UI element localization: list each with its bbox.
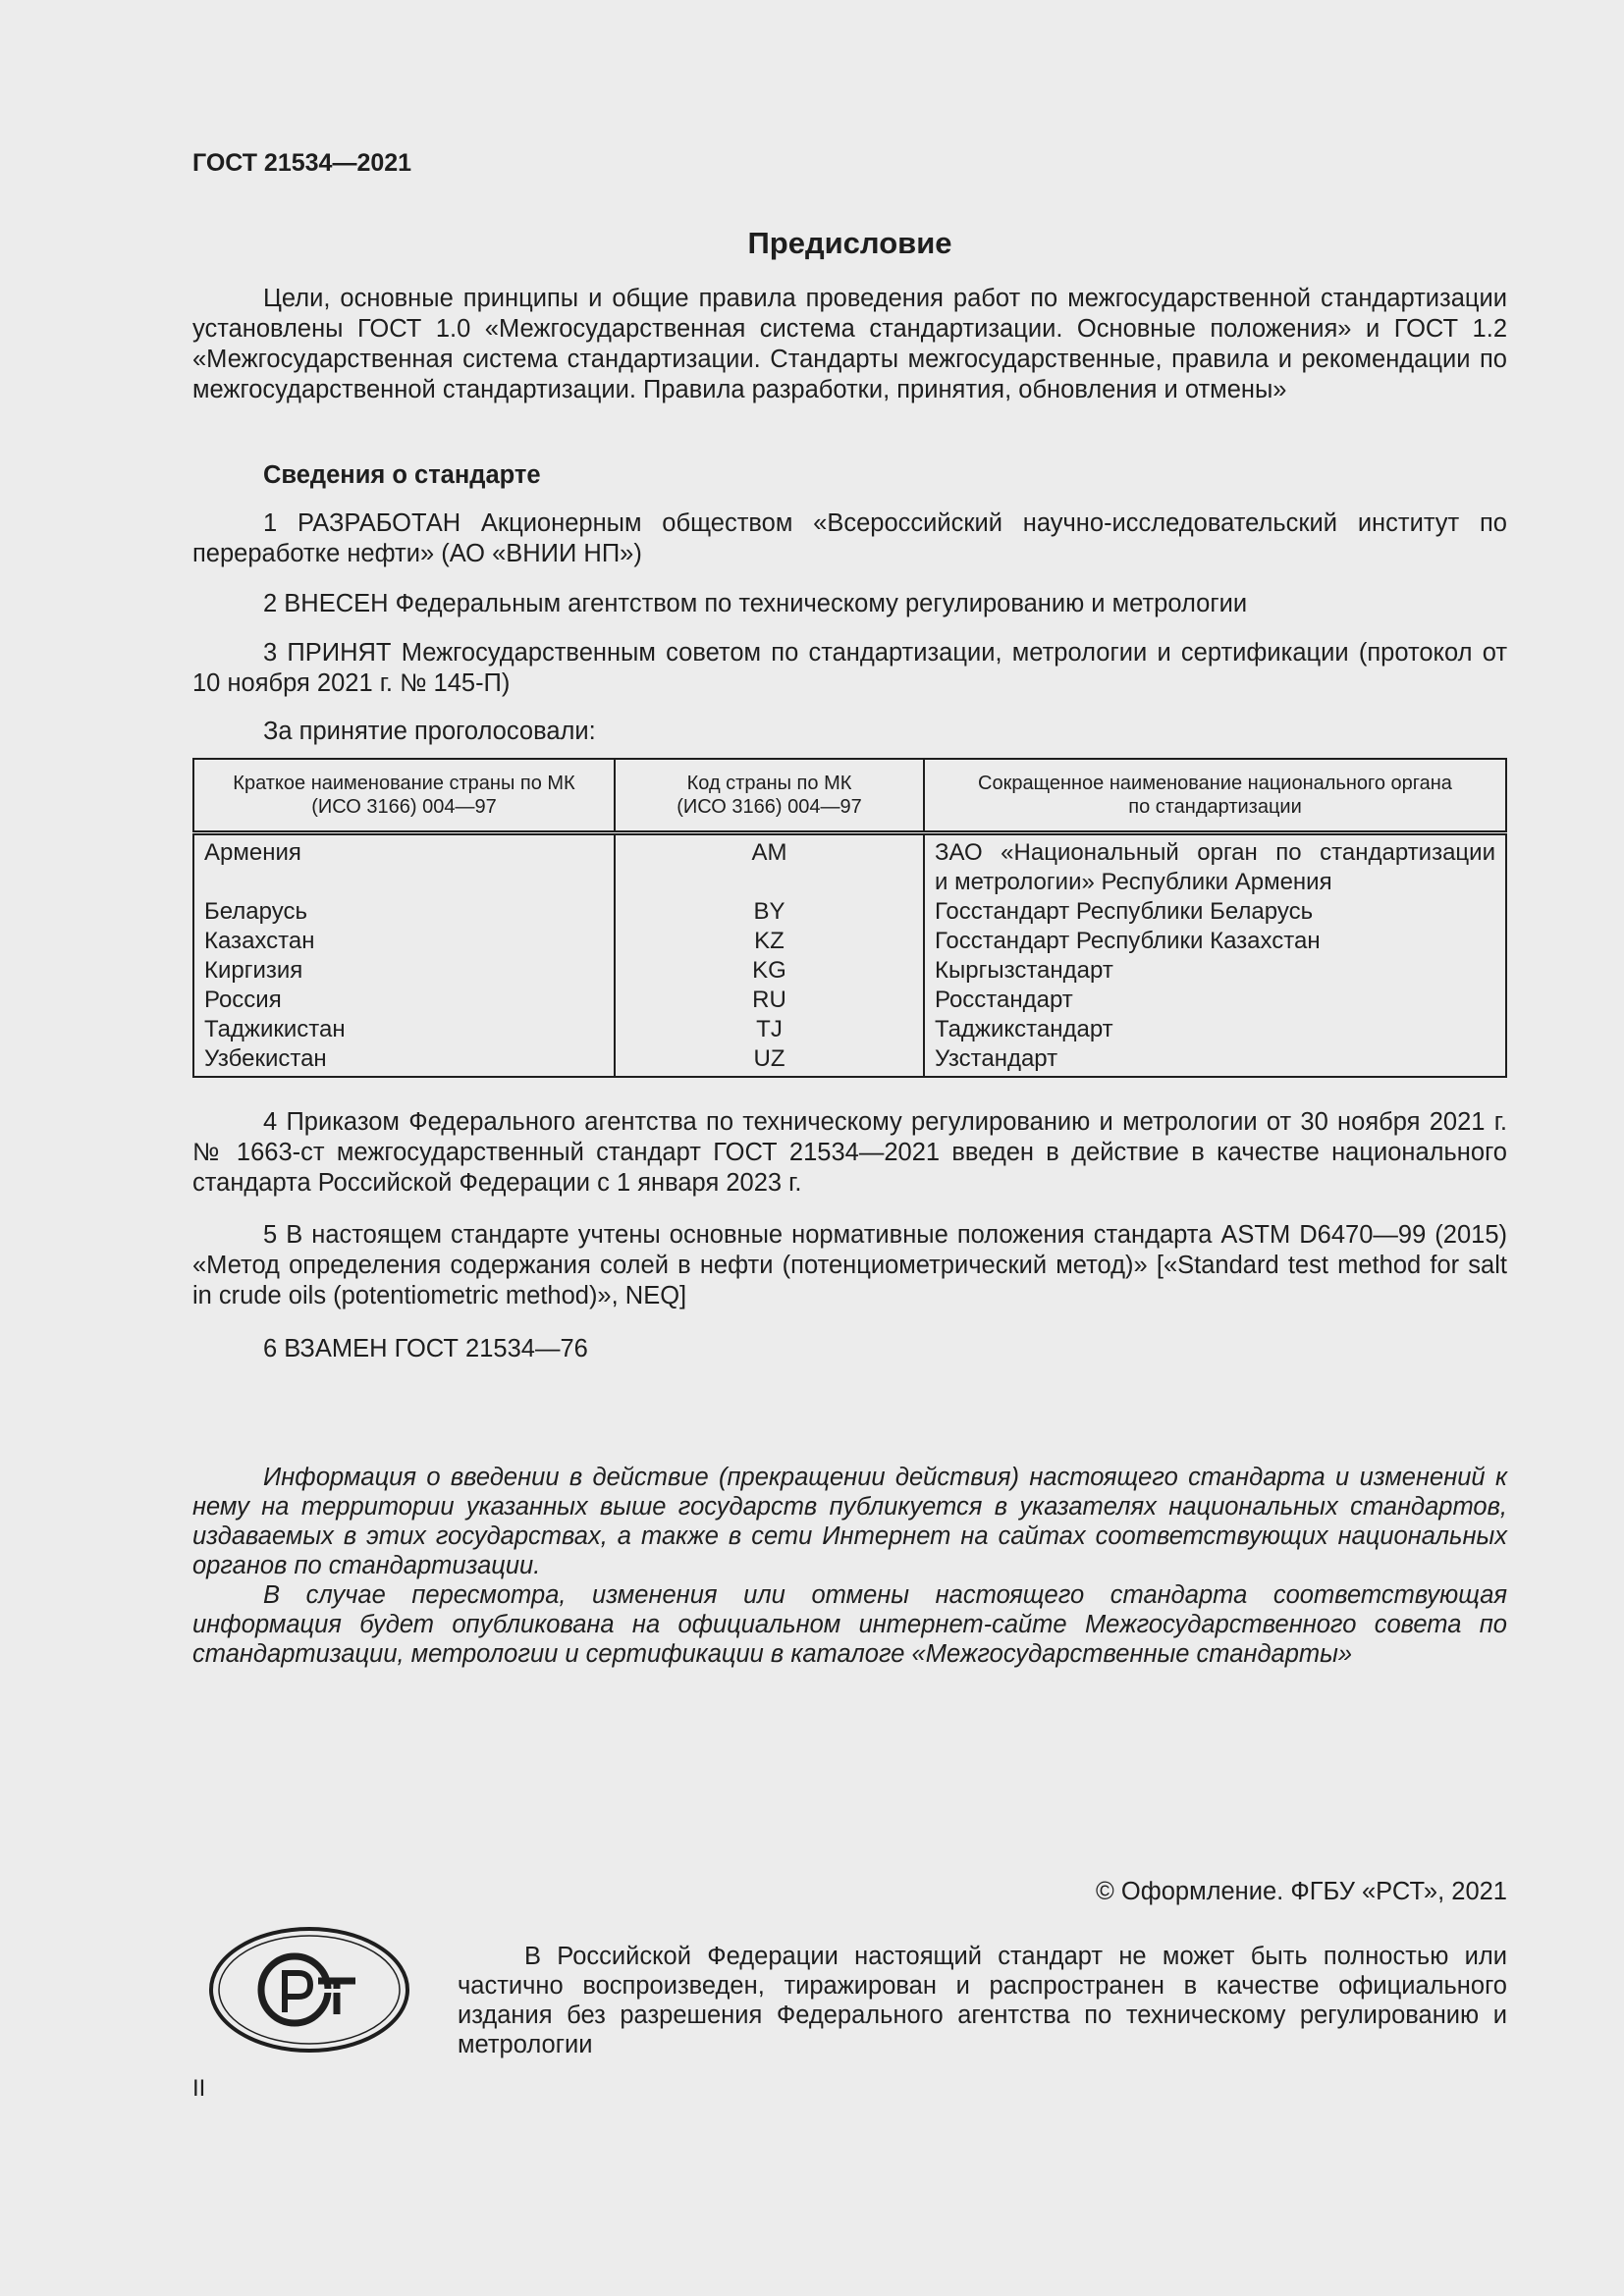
item-astm-text: 5 В настоящем стандарте учтены основные нормативные положения стандарта ASTM D6470—99 (2015) «Метод определения содержания солей в нефти (потенциометрический метод)» [«Standard test method for salt in crude oils (potentiometric method)», NEQ] bbox=[192, 1221, 1507, 1309]
info-note-1 bbox=[192, 1463, 1507, 1580]
info-note-2-text: В случае пересмотра, изменения или отмены настоящего стандарта соответствующая информация будет опубликована на официальном интернет-сайте Межгосударственного совета по стандартизации, метрологии и сертификации в каталоге «Межгосударственные стандарты» bbox=[192, 1581, 1507, 1668]
cell-country: Таджикистан bbox=[193, 1015, 615, 1044]
rf-notice bbox=[458, 1942, 1507, 2059]
cell-organ: Таджикстандарт bbox=[924, 1015, 1506, 1044]
cell-country: Россия bbox=[193, 986, 615, 1015]
header-code: Код страны по МК (ИСО 3166) 004—97 bbox=[615, 759, 924, 833]
intro-paragraph bbox=[192, 284, 1507, 405]
copyright: © Оформление. ФГБУ «РСТ», 2021 bbox=[1096, 1878, 1507, 1905]
item-developed bbox=[192, 508, 1507, 569]
table-row bbox=[193, 897, 1506, 927]
info-note-2 bbox=[192, 1580, 1507, 1669]
item-voted: За принятие проголосовали: bbox=[263, 718, 596, 745]
item-developed-text: 1 РАЗРАБОТАН Акционерным обществом «Всероссийский научно-исследовательский институт по переработке нефти» (АО «ВНИИ НП») bbox=[192, 509, 1507, 567]
page-number: II bbox=[192, 2075, 206, 2102]
cell-code: BY bbox=[615, 897, 924, 927]
cell-organ: Госстандарт Республики Казахстан bbox=[924, 927, 1506, 956]
table-row bbox=[193, 927, 1506, 956]
header-country: Краткое наименование страны по МК (ИСО 3166) 004—97 bbox=[193, 759, 615, 833]
cell-country: Узбекистан bbox=[193, 1044, 615, 1077]
cell-code: AM bbox=[615, 833, 924, 898]
table-row bbox=[193, 986, 1506, 1015]
cell-code: UZ bbox=[615, 1044, 924, 1077]
page-title: Предисловие bbox=[747, 226, 952, 260]
cell-country: Киргизия bbox=[193, 956, 615, 986]
document-id: ГОСТ 21534—2021 bbox=[192, 149, 412, 177]
cell-organ: Узстандарт bbox=[924, 1044, 1506, 1077]
info-note-1-text: Информация о введении в действие (прекращении действия) настоящего стандарта и изменений к нему на территории указанных выше государств публикуется в указателях национальных стандартов, издаваемых в этих государствах, а также в сети Интернет на сайтах соответствующих национальных органов по стандартизации. bbox=[192, 1464, 1507, 1579]
item-astm bbox=[192, 1220, 1507, 1311]
cell-organ: Кыргызстандарт bbox=[924, 956, 1506, 986]
item-adopted bbox=[192, 638, 1507, 699]
rf-notice-text: В Российской Федерации настоящий стандарт не может быть полностью или частично воспроизведен, тиражирован и распространен в качестве официального издания без разрешения Федерального агентства по техническому регулированию и метрологии bbox=[458, 1943, 1507, 2058]
cell-code: KZ bbox=[615, 927, 924, 956]
cell-code: KG bbox=[615, 956, 924, 986]
rst-logo-icon bbox=[208, 1926, 410, 2054]
item-replaces: 6 ВЗАМЕН ГОСТ 21534—76 bbox=[263, 1335, 588, 1362]
item-introduced: 2 ВНЕСЕН Федеральным агентством по техническому регулированию и метрологии bbox=[263, 590, 1248, 617]
item-adopted-text: 3 ПРИНЯТ Межгосударственным советом по стандартизации, метрологии и сертификации (протокол от 10 ноября 2021 г. № 145-П) bbox=[192, 639, 1507, 697]
cell-organ: Госстандарт Республики Беларусь bbox=[924, 897, 1506, 927]
item-order-text: 4 Приказом Федерального агентства по техническому регулированию и метрологии от 30 ноября 2021 г. № 1663-ст межгосударственный стандарт ГОСТ 21534—2021 введен в действие в качестве национального стандарта Российской Федерации с 1 января 2023 г. bbox=[192, 1108, 1507, 1197]
cell-country: Казахстан bbox=[193, 927, 615, 956]
table-row bbox=[193, 1015, 1506, 1044]
intro-text: Цели, основные принципы и общие правила проведения работ по межгосударственной стандартизации установлены ГОСТ 1.0 «Межгосударственная система стандартизации. Основные положения» и ГОСТ 1.2 «Межгосударственная система стандартизации. Стандарты межгосударственные, правила и рекомендации по межгосударственной стандартизации. Правила разработки, принятия, обновления и отмены» bbox=[192, 285, 1507, 403]
cell-country: Армения bbox=[193, 833, 615, 898]
table-row bbox=[193, 833, 1506, 898]
cell-organ: Росстандарт bbox=[924, 986, 1506, 1015]
table-header-row bbox=[193, 759, 1506, 833]
table-row bbox=[193, 956, 1506, 986]
item-order bbox=[192, 1107, 1507, 1199]
voting-table bbox=[192, 758, 1507, 1078]
cell-code: TJ bbox=[615, 1015, 924, 1044]
cell-organ: ЗАО «Национальный орган по стандартизации и метрологии» Республики Армения bbox=[924, 833, 1506, 898]
info-heading: Сведения о стандарте bbox=[263, 461, 541, 489]
table-row bbox=[193, 1044, 1506, 1077]
cell-country: Беларусь bbox=[193, 897, 615, 927]
header-organ: Сокращенное наименование национального органа по стандартизации bbox=[924, 759, 1506, 833]
cell-code: RU bbox=[615, 986, 924, 1015]
